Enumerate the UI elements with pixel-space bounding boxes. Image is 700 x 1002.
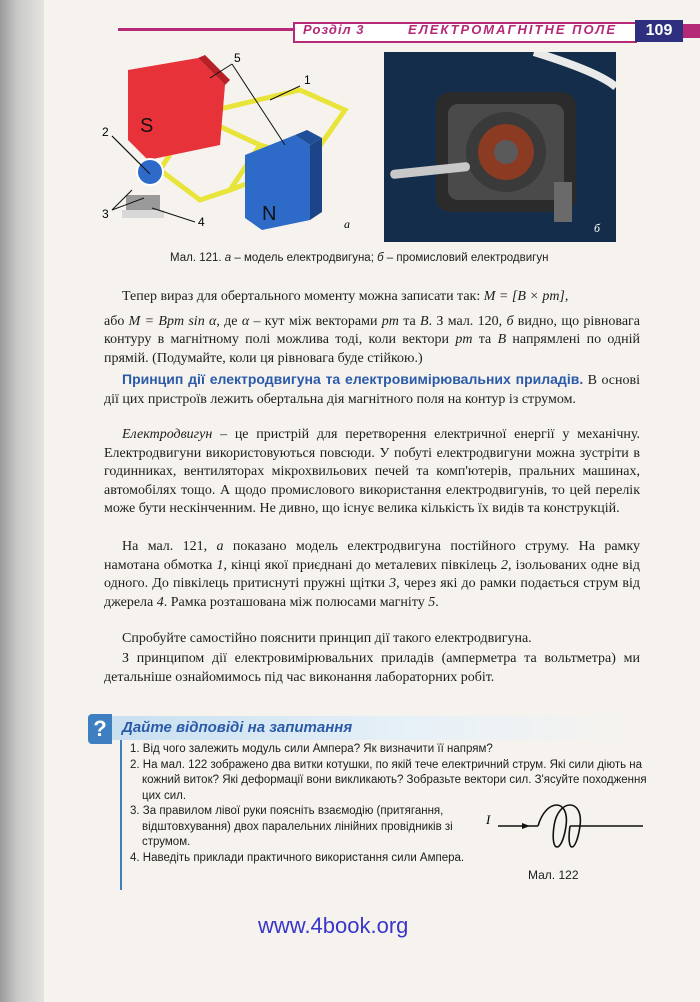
question-item: 3. За правилом лівої руки поясніть взаємодію (притягання, відштовхування) двох паралельних лінійних провідників зі струмом. bbox=[130, 805, 453, 848]
book-spine bbox=[0, 0, 44, 1002]
question-item: 1. Від чого залежить модуль сили Ампера? Як визначити її напрям? bbox=[130, 743, 493, 755]
paragraph-torque: Тепер вираз для обертального моменту можна записати так: M = [B × pm], або M = Bpm sin α, де α – кут між векторами pm та B. З мал. 120, б видно, що рівновага контуру в магнітному полі можлива тоді, коли вектори pm та B напрямлені по одній прямій. (Подумайте, коли ця рівновага буде стійкою.) bbox=[104, 289, 641, 366]
pole-n-label: N bbox=[262, 203, 277, 225]
questions-rule bbox=[120, 740, 122, 890]
label-a: а bbox=[344, 217, 350, 231]
battery-base bbox=[122, 210, 164, 218]
coil-figure bbox=[478, 798, 648, 868]
label-b: б bbox=[594, 221, 601, 235]
label-5: 5 bbox=[234, 51, 241, 65]
header-rule bbox=[118, 28, 293, 31]
pole-s-label: S bbox=[140, 115, 154, 137]
magnet-s bbox=[128, 55, 230, 160]
question-icon: ? bbox=[88, 714, 112, 744]
paragraph-instruments: З принципом дії електровимірювальних приладів (амперметра та вольтметра) ми детальніше ознайомимось під час виконання лабораторних робіт. bbox=[104, 651, 640, 685]
question-item: 4. Наведіть приклади практичного використання сили Ампера. bbox=[130, 851, 465, 864]
figure-122-caption: Мал. 122 bbox=[528, 868, 579, 882]
figure-caption: Мал. 121. а – модель електродвигуна; б – промисловий електродвигун bbox=[170, 252, 549, 264]
header-chapter: ЕЛЕКТРОМАГНІТНЕ ПОЛЕ bbox=[408, 22, 618, 37]
questions-list bbox=[130, 742, 647, 866]
motor-illustration bbox=[384, 52, 616, 242]
industrial-motor-photo bbox=[384, 52, 616, 242]
page-number: 109 bbox=[635, 20, 683, 42]
paragraph-motor-definition: Електродвигун – це пристрій для перетворення електричної енергії у механічну. Електродвигуни використовуються повсюди. У побуті електродвигуни можна зустріти в годинниках, вентиляторах мікрохвильових печей та комп'ютерів, пральних машинах, автомобілях тощо. А щодо промислового використання електродвигунів, то цей перелік може бути нескінченним. Не дивно, що існує велика кількість їх видів та конструкцій. bbox=[104, 427, 640, 516]
paragraph-try: Спробуйте самостійно пояснити принцип дії такого електродвигуна. bbox=[122, 631, 532, 646]
section-heading: Принцип дії електродвигуна та електровимірювальних приладів. bbox=[122, 371, 584, 387]
current-label: I bbox=[486, 812, 491, 827]
motor-model-figure bbox=[100, 50, 370, 250]
header-tail bbox=[683, 24, 700, 38]
footer-url[interactable]: www.4book.org bbox=[258, 913, 409, 938]
header-section: Розділ 3 bbox=[303, 22, 365, 37]
question-item: 2. На мал. 122 зображено два витки котушки, по якій тече електричний струм. Які сили діють на кожний виток? Які деформації вони викликають? Зобразьте вектори сил. З'ясуйте походження цих сил. bbox=[130, 758, 647, 802]
commutator bbox=[137, 159, 163, 185]
questions-title: Дайте відповіді на запитання bbox=[122, 719, 353, 736]
label-2: 2 bbox=[102, 125, 109, 139]
label-4: 4 bbox=[198, 215, 205, 229]
label-3: 3 bbox=[102, 207, 109, 221]
paragraph-motor-model: На мал. 121, а показано модель електродвигуна постійного струму. На рамку намотана обмотка 1, кінці якої приєднані до металевих півкілець 2, ізольованих одне від одного. До півкілець притиснуті пружні щітки 3, через які до рамки подається струм від джерела 4. Рамка розташована між полюсами магніту 5. bbox=[104, 539, 641, 610]
label-1: 1 bbox=[304, 73, 311, 87]
paragraph-principle: Принцип дії електродвигуна та електровимірювальних приладів. В основі дії цих пристроїв лежить обертальна дія магнітного поля на контур із струмом. bbox=[104, 371, 641, 407]
